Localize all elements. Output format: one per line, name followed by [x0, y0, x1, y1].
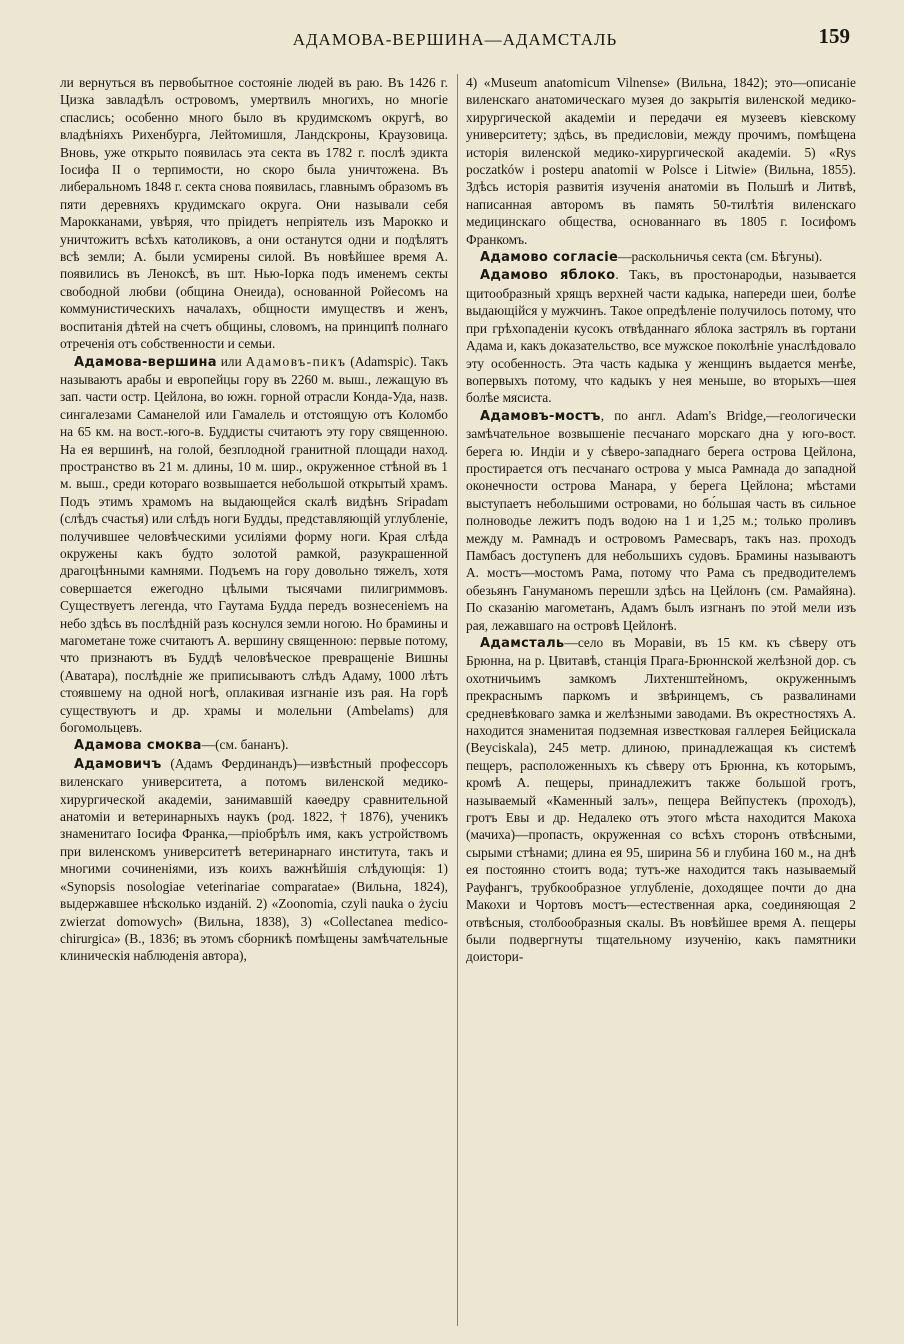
headword: Адамсталь	[480, 636, 565, 651]
entry-text: . Такъ, въ простонародьи, называется щитообразный хрящъ верхней части кадыка, напереди шеи, болѣе выдающійся у мужчинъ. Такое опредѣленіе получилось потому, что при грѣхопаденіи кусокъ отвѣданнаго яблока застрялъ въ гортани Адама и, какъ доказательство, все мужское поколѣніе унаслѣдовало эту особенность. Эта часть кадыка у женщинъ выдается менѣе, вопервыхъ потому, что кадыкъ у нея меньше, во вторыхъ—шея болѣе мясиста.	[466, 267, 856, 406]
entry-text: —раскольничья секта (см. Бѣгуны).	[618, 249, 823, 265]
entry-adamova-smokva	[60, 736, 448, 754]
entry-text: —(см. бананъ).	[201, 737, 289, 753]
headword: Адамова-вершина	[74, 354, 217, 370]
headword: Адамово яблоко	[480, 268, 616, 284]
entry-adamovo-yabloko	[466, 266, 856, 406]
headword: Адамовичъ	[74, 756, 162, 772]
page-title: АДАМОВА-ВЕРШИНА—АДАМСТАЛЬ	[292, 30, 618, 49]
entry-adamovo-soglasie	[466, 248, 856, 266]
entry-text: —село въ Моравіи, въ 15 км. къ сѣверу отъ Брюнна, на р. Цвитавѣ, станція Прага-Брюннской желѣзной дор. съ охотничьимъ замкомъ Лихтенштейномъ, окруженнымъ прекраснымъ паркомъ и звѣринцемъ, съ развалинами средневѣковаго замка и желѣзными заводами. Въ окрестностяхъ А. находится знаменитая подземная известковая галлерея Бейцискала (Beyciskala), 245 метр. длиною, принадлежащая къ системѣ пещеръ, расположенныхъ къ сѣверу отъ Брюнна, къ которымъ, кромѣ А. пещеры, принадлежитъ также большой гротъ, называемый «Каменный залъ», пещера Вейпустекъ (проходъ), гротъ Евы и др. Недалеко отъ этого мѣста находится Макоха (мачиха)—пропасть, окруженная со всѣхъ сторонъ отвѣсными, сырыми стѣнами; длина ея 95, ширина 56 и глубина 160 м., на днѣ ея постоянно стоитъ вода; тутъ-же находится такъ называемый Рауфангъ, трубкообразное углубленіе, доходящее почти до дна Макохи и Чортовъ мостъ—естественная арка, соединяющая 2 отвѣсныя, столбообразныя скалы. Въ новѣйшее время А. пещеры были подвергнуты тщательному изученію, какъ памятники доистори-	[466, 635, 856, 965]
entry-continuation: ли вернуться въ первобытное состояніе людей въ раю. Въ 1426 г. Цизка завладѣлъ островомъ, умертвилъ многихъ, но многіе спаслись; особенно много было въ крудимскомъ округѣ, во владѣніяхъ Рихенбурга, Лейтомишля, Ландскроны, Краузовица. Вновь, уже открыто появилась эта секта въ 1782 г. послѣ эдикта Іосифа II о терпимости, но скоро была уничтожена. Въ либеральномъ 1848 г. секта снова появилась, главнымъ образомъ въ пяти деревняхъ крудимскаго округа. Они называли себя Марокканами, увѣряя, что пріидетъ непріятель изъ Марокко и уничтожитъ всѣхъ католиковъ, а они останутся одни и подѣлятъ всѣ земли; А. были усмирены силой. Въ новѣйшее время А. появились въ Леноксѣ, въ шт. Нью-Іорка подъ именемъ секты свободной любви (община Онеида), основанной Ройесомъ на коммунистическихъ началахъ, общности имуществъ и женъ, воспитанія дѣтей на счетъ общины, словомъ, на принципѣ полнаго отреченія отъ собственности и семьи.	[60, 75, 448, 352]
entry-continuation: 4) «Museum anatomicum Vilnense» (Вильна, 1842); это—описаніе виленскаго анатомическаго музея до закрытія виленской медико-хирургической академіи и передачи ея музеевъ кіевскому университету; здѣсь, въ предисловіи, между прочимъ, помѣщена исторія виленской медико-хирургической академіи. 5) «Rys poczatków i postepu anatomii w Polsce i Litwie» (Вильна, 1855). Здѣсь исторія развитія изученія анатоміи въ Польшѣ и Литвѣ, написанная авторомъ въ память 50-тилѣтія виленскаго медицинскаго общества, основаннаго въ 1805 г. Іосифомъ Франкомъ.	[466, 75, 856, 247]
entry-adamstal	[466, 634, 856, 966]
left-column	[60, 74, 448, 1336]
alt-headword: Адамовъ-пикъ	[245, 353, 347, 369]
entry-adamovich	[60, 755, 448, 965]
headword: Адамово согласіе	[480, 250, 619, 266]
column-divider	[457, 74, 458, 1326]
entry-adamova-vershina	[60, 353, 448, 737]
page-number: 159	[818, 24, 850, 48]
headword: Адамовъ-мостъ	[480, 408, 601, 424]
right-column	[466, 74, 856, 1336]
entry-text: , по англ. Adam's Bridge,—геологически замѣчательное возвышеніе песчанаго морскаго дна у юго-вост. берега ю. Индіи и у сѣверо-западнаго берега острова Цейлона, простирается отъ песчанаго острова у мыса Рамнада до западной оконечности острова Манара, у берега Цейлона; мѣстами выступаетъ небольшими островами, но бо́льшая часть въ сильное полноводье лежитъ подъ водою на 1 и 1,25 м.; только проливъ между м. Рамнадъ и островомъ Рамесваръ, такъ наз. проходъ Памбасъ доступенъ для небольшихъ судовъ. Брамины называютъ А. мостъ—мостомъ Рама, потому что Рама съ предводителемъ обезьянъ Гануманомъ перешли здѣсь на Цейлонъ (см. Рамайяна). По сказанію магометанъ, Адамъ былъ изгнанъ по этой мели изъ рая, лежавшаго на островѣ Цейлонѣ.	[466, 407, 856, 633]
entry-text: (Adamspic). Такъ называютъ арабы и европейцы гору въ 2260 м. выш., лежащую въ зап. части остр. Цейлона, во южн. горной отрасли Конда-Уда, назв. сингалезами Саманелой или Гамалель и отстоящую отъ Коломбо на 65 км. на вост.-юго-в. Буддисты считаютъ эту гору священною. На ея вершинѣ, на голой, безплодной гранитной площади наход. пространство въ 21 м. длины, 10 м. шир., окруженное стѣной въ 1 м. выш., среди котораго возвышается небольшой открытый храмъ. Подъ этимъ храмомъ на выдающейся скалѣ видѣнъ Sripadam (слѣдъ счастья) или слѣдъ ноги Будды, представляющій углубленіе, получившее человѣческими усиліями форму ноги. Края слѣда окружены какъ будто золотой рамкой, разукрашенной драгоцѣнными камнями. Подъемъ на гору довольно тяжелъ, хотя совершается ежегодно цѣлыми тысячами пилигриммовъ. Существуетъ легенда, что Гаутама Будда передъ вознесеніемъ на небо здѣсь въ послѣдній разъ коснулся земли ногою. Но брамины и магометане тоже считаютъ А. вершину священною: первые потому, что признаютъ въ Буддѣ человѣческое превращеніе Вишны (Аватара), послѣдніе же приписываютъ слѣдъ Адаму, 1000 лѣтъ стоявшему на одной ногѣ, оплакивая изгнаніе изъ рая. На горѣ существуютъ и др. храмы и молельни (Ambelams) для богомольцевъ.	[60, 353, 448, 736]
running-head	[60, 22, 850, 58]
entry-text: или	[216, 353, 246, 369]
entry-adamov-most	[466, 407, 856, 634]
entry-text: (Адамъ Фердинандъ)—извѣстный профессоръ виленскаго университета, а потомъ виленской медико-хирургической академіи, занимавшій каѳедру сравнительной анатоміи и ветеринарныхъ наукъ (род. 1822, † 1876), ученикъ знаменитаго Іосифа Франка,—пріобрѣлъ имя, какъ устройствомъ при виленскомъ университетѣ ветеринарнаго института, такъ и многими сочиненіями, изъ коихъ важнѣйшія слѣдующія: 1) «Synopsis nosologiae veterinariae comparatae» (Вильна, 1824), выдержавшее нѣсколько изданій. 2) «Zoonomia, czyli nauka o życiu zwierzat domowych» (Вильна, 1838), 3) «Collectanea medico-chirurgica» (В., 1836; въ этомъ сборникѣ помѣщены замѣчательные клиническія наблюденія автора),	[60, 755, 448, 964]
headword: Адамова смоква	[74, 738, 202, 754]
